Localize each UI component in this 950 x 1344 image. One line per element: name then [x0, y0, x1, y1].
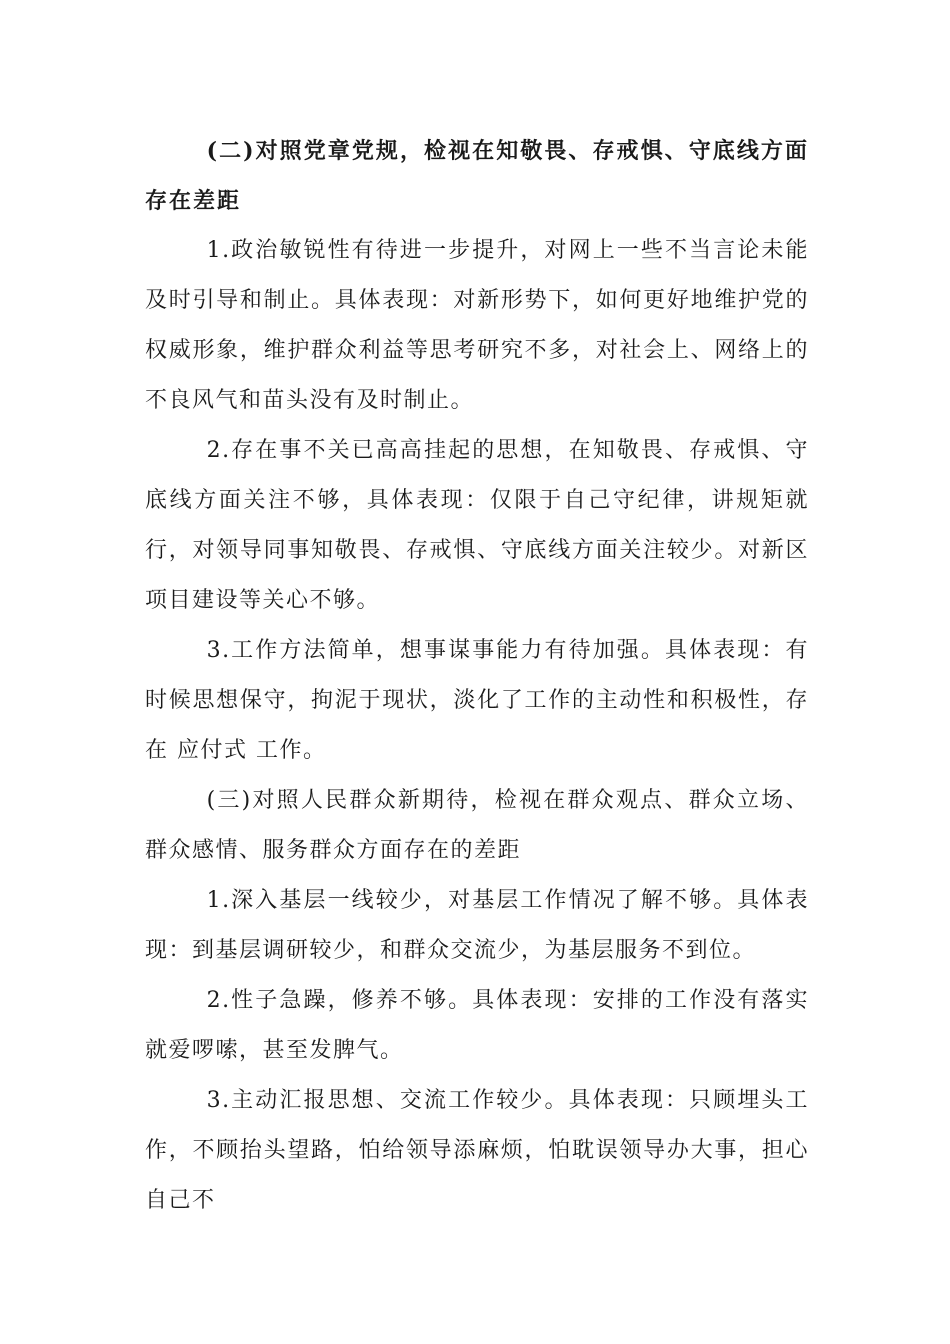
- document-body: [145, 126, 809, 1226]
- paragraph-item-3-3: 3.主动汇报思想、交流工作较少。具体表现：只顾埋头工作，不顾抬头望路，怕给领导添麻烦，怕耽误领导办大事，担心自己不: [145, 1088, 809, 1213]
- paragraph-item-3-2: 2.性子急躁，修养不够。具体表现：安排的工作没有落实就爱啰嗦，甚至发脾气。: [145, 988, 809, 1063]
- paragraph-item-2-1: 1.政治敏锐性有待进一步提升，对网上一些不当言论未能及时引导和制止。具体表现：对新形势下，如何更好地维护党的权威形象，维护群众利益等思考研究不多，对社会上、网络上的不良风气和苗头没有及时制止。: [145, 238, 809, 413]
- section-heading-2: (二)对照党章党规，检视在知敬畏、存戒惧、守底线方面存在差距: [145, 138, 809, 214]
- paragraph-item-3-1: 1.深入基层一线较少，对基层工作情况了解不够。具体表现：到基层调研较少，和群众交流少，为基层服务不到位。: [145, 888, 809, 963]
- paragraph-item-2-3: 3.工作方法简单，想事谋事能力有待加强。具体表现：有时候思想保守，拘泥于现状，淡化了工作的主动性和积极性，存在 应付式 工作。: [145, 638, 809, 763]
- paragraph-item-2-2: 2.存在事不关已高高挂起的思想，在知敬畏、存戒惧、守底线方面关注不够，具体表现：仅限于自己守纪律，讲规矩就行，对领导同事知敬畏、存戒惧、守底线方面关注较少。对新区项目建设等关心不够。: [145, 438, 809, 613]
- section-heading-3: (三)对照人民群众新期待，检视在群众观点、群众立场、群众感情、服务群众方面存在的差距: [145, 788, 809, 863]
